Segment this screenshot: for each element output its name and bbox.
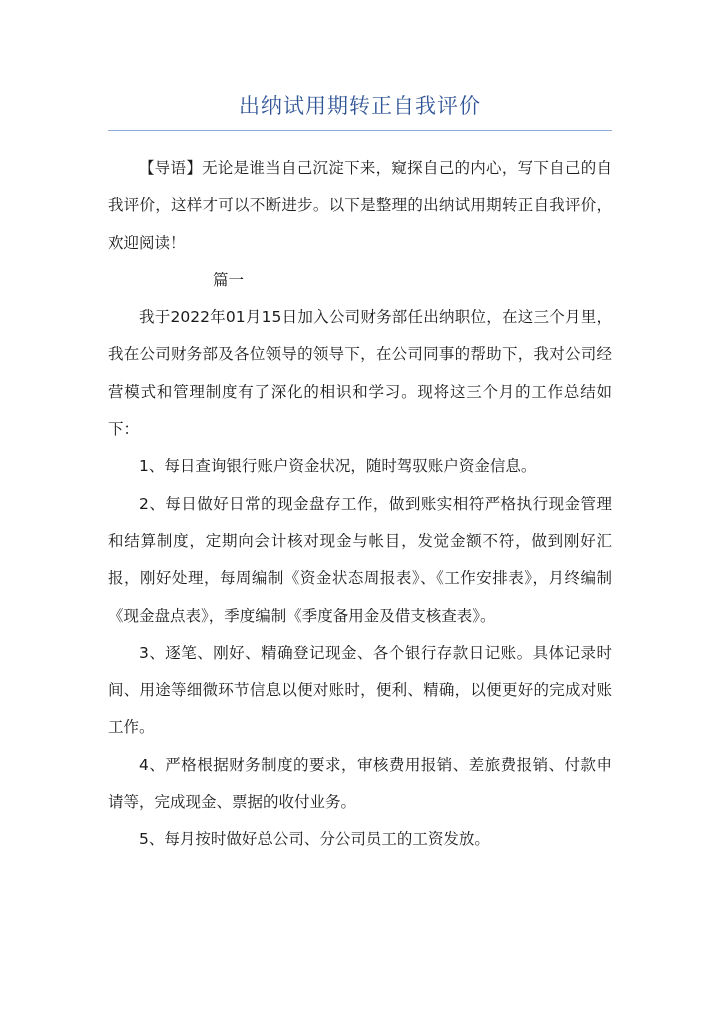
list-item-5: 5、每月按时做好总公司、分公司员工的工资发放。 (139, 830, 490, 849)
list-item-4: 4、严格根据财务制度的要求，审核费用报销、差旅费报销、付款申请等，完成现金、票据的收付业务。 (108, 755, 612, 812)
list-item-3: 3、逐笔、刚好、精确登记现金、各个银行存款日记账。具体记录时间、用途等细微环节信息以便对账时，便利、精确，以便更好的完成对账工作。 (108, 643, 612, 737)
intro-paragraph: 【导语】无论是谁当自己沉淀下来，窥探自己的内心，写下自己的自我评价，这样才可以不断进步。以下是整理的出纳试用期转正自我评价，欢迎阅读！ (108, 159, 612, 252)
document-body (108, 150, 612, 859)
list-item-2: 2、每日做好日常的现金盘存工作，做到账实相符严格执行现金管理和结算制度，定期向会计核对现金与帐目，发觉金额不符，做到刚好汇报，刚好处理，每周编制《资金状态周报表》、《工作安排表》，月终编制《现金盘点表》，季度编制《季度备用金及借支核查表》。 (108, 494, 612, 625)
body-paragraph: 我于2022年01月15日加入公司财务部任出纳职位，在这三个月里，我在公司财务部及各位领导的领导下，在公司同事的帮助下，我对公司经营模式和管理制度有了深化的相识和学习。现将这三个月的工作总结如下： (108, 308, 612, 439)
document-title: 出纳试用期转正自我评价 (239, 94, 481, 118)
title-underline (108, 130, 612, 131)
list-item-1: 1、每日查询银行账户资金状况，随时驾驭账户资金信息。 (139, 457, 537, 476)
section-heading: 篇一 (213, 270, 245, 289)
